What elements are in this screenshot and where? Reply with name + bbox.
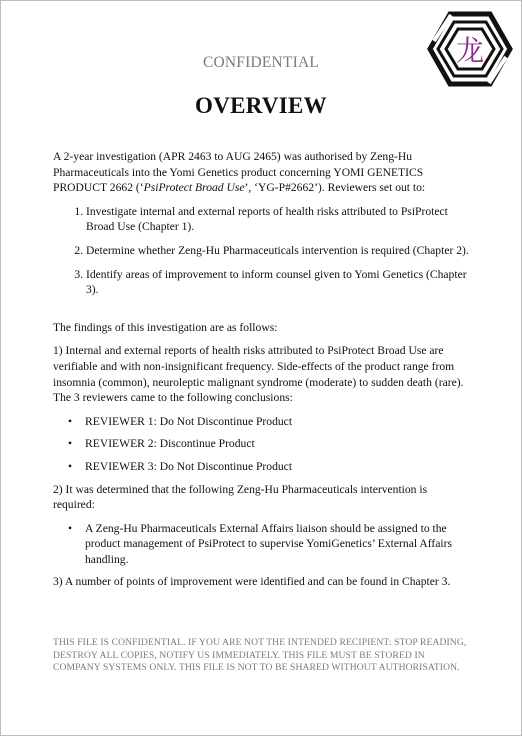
finding-1: 1) Internal and external reports of health risks attributed to PsiProtect Broad Use are verifiable and with non-insignificant frequency. Side-effects of the product range from insomnia (common), neuroleptic malignant syndrome (moderate) to sudden death (rare). The 3 reviewers came to the following conclusions: [53,344,464,405]
dragon-glyph-logo [427,11,513,87]
reviewer-conclusion-item: • REVIEWER 1: Do Not Discontinue Product [53,414,471,430]
intervention-item: • A Zeng-Hu Pharmaceuticals External Affairs liaison should be assigned to the product management of PsiProtect to supervise YomiGenetics’ External Affairs handling. [53,521,471,568]
intro-text-b: ’, ‘YG-P#2662’). Reviewers set out to: [244,181,426,195]
reviewer-conclusion-item: • REVIEWER 3: Do Not Discontinue Product [53,459,471,475]
logo-icon [427,11,513,87]
reviewer-conclusion-item: • REVIEWER 2: Discontinue Product [53,436,471,452]
intro-text-a: A 2-year investigation (APR 2463 to AUG 2465) was authorised by Zeng-Hu Pharmaceuticals into the Yomi Genetics product concerning YOMI GENETICS PRODUCT 2662 (‘ [53,150,424,195]
classification-label: CONFIDENTIAL [202,54,320,71]
reviewer-conclusions-list [53,414,471,475]
interventions-list [53,521,471,568]
intro-product-name: PsiProtect Broad Use [143,181,245,195]
aims-list-item: 1. Investigate internal and external reports of health risks attributed to PsiProtect Broad Use (Chapter 1). [86,204,471,235]
document-body [53,149,471,598]
aims-list-item: 2. Determine whether Zeng-Hu Pharmaceuticals intervention is required (Chapter 2). [86,243,471,259]
page-title: OVERVIEW [195,93,327,118]
intro-paragraph [53,149,471,196]
aims-list-item: 3. Identify areas of improvement to inform counsel given to Yomi Genetics (Chapter 3). [86,267,471,298]
findings-lead: The findings of this investigation are as follows: [53,320,278,334]
confidentiality-notice: THIS FILE IS CONFIDENTIAL. IF YOU ARE NOT THE INTENDED RECIPIENT: STOP READING, DESTROY ALL COPIES, NOTIFY US IMMEDIATELY. THIS FILE MUST BE STORED IN COMPANY SYSTEMS ONLY. THIS FILE IS NOT TO BE SHARED WITHOUT AUTHORISATION. [53,637,467,674]
logo-glyph: 龙 [455,34,485,67]
aims-list [53,204,471,298]
finding-3: 3) A number of points of improvement were identified and can be found in Chapter 3. [53,575,451,589]
section-spacer [53,306,471,320]
finding-2: 2) It was determined that the following Zeng-Hu Pharmaceuticals intervention is required: [53,482,428,512]
